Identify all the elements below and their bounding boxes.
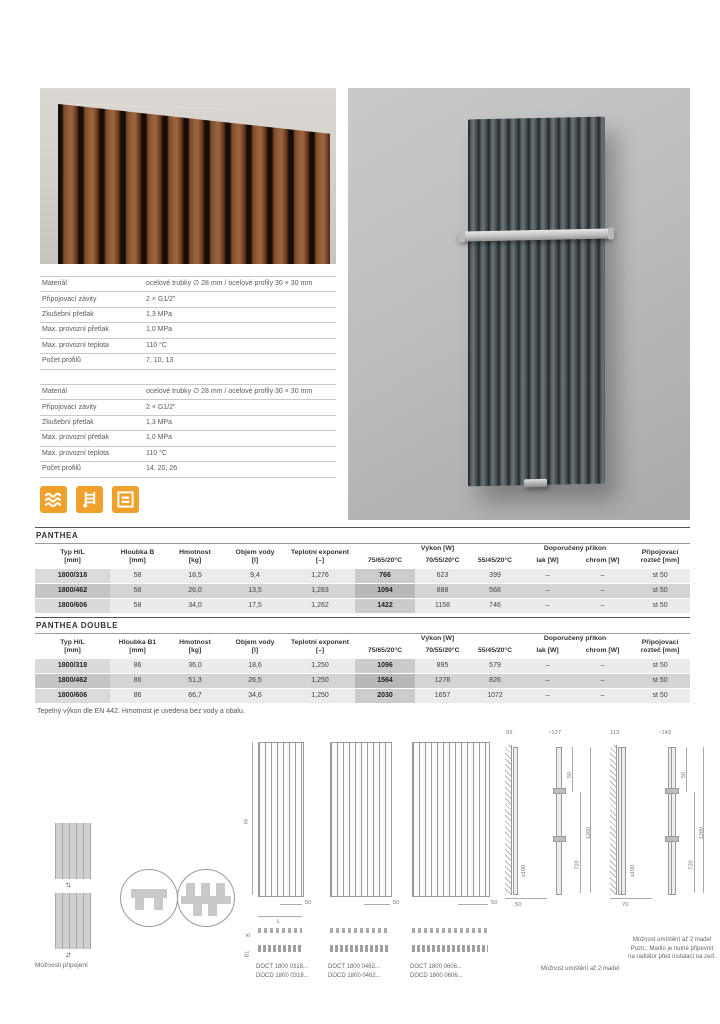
spec-value: 14, 20, 26 bbox=[146, 465, 178, 473]
profile-detail-circle-1 bbox=[120, 869, 178, 927]
depth-label-3: 113 bbox=[610, 730, 620, 736]
hot-water-icon bbox=[40, 486, 67, 513]
rail-bracket bbox=[665, 836, 679, 842]
spec-value: 7, 10, 13 bbox=[146, 357, 174, 365]
table-cell: 888 bbox=[415, 584, 470, 598]
side-profile-1 bbox=[513, 747, 518, 895]
col-volume: Objem vody [l] bbox=[225, 543, 285, 568]
table-cell: – bbox=[520, 584, 575, 598]
table-cell: st 50 bbox=[630, 674, 690, 688]
spec-label: Max. provozní přetlak bbox=[42, 434, 109, 442]
side-profile-4 bbox=[668, 747, 676, 895]
wall-hatch-1 bbox=[505, 745, 512, 895]
col-depth: Hloubka B1 [mm] bbox=[110, 633, 165, 658]
table-row bbox=[35, 569, 690, 583]
table-cell: – bbox=[520, 674, 575, 688]
b-section-10 bbox=[330, 928, 390, 933]
table-cell: 17,5 bbox=[225, 599, 285, 613]
table-cell: – bbox=[575, 599, 630, 613]
b1-section-13 bbox=[412, 945, 488, 952]
col-lak: lak [W] bbox=[520, 646, 575, 657]
table-cell: 34,0 bbox=[165, 599, 225, 613]
spec-row bbox=[40, 338, 336, 353]
spec-value: 110 °C bbox=[146, 449, 167, 457]
depth-label-1: 93 bbox=[506, 730, 513, 736]
dim-line-720b bbox=[694, 792, 695, 893]
table-cell: – bbox=[520, 569, 575, 583]
front-view-13 bbox=[412, 742, 490, 897]
b1-section-7 bbox=[258, 945, 302, 952]
table-cell: 1,250 bbox=[285, 689, 355, 703]
spec-value: ocelové trubky ∅ 28 mm / ocelové profily 30 × 30 mm bbox=[146, 388, 313, 396]
table-cell: 1,250 bbox=[285, 674, 355, 688]
dim-line-720 bbox=[580, 792, 581, 893]
spec-value: 2 × G1/2" bbox=[146, 403, 176, 411]
radiator-detail-photo bbox=[40, 88, 336, 264]
table-cell: st 50 bbox=[630, 689, 690, 703]
spec-label: Max. provozní teplota bbox=[42, 341, 109, 349]
front-view-7 bbox=[258, 742, 304, 897]
table-cell: 26,0 bbox=[165, 584, 225, 598]
col-lak: lak [W] bbox=[520, 556, 575, 567]
table-cell: 66,7 bbox=[165, 689, 225, 703]
floor-dim-1: 50 bbox=[515, 902, 522, 908]
col-t1: 75/65/20°C bbox=[355, 646, 415, 657]
connection-caption: Možnosti připojení bbox=[35, 962, 88, 969]
connection-diagram-2 bbox=[55, 893, 91, 949]
code-doct: DOCT 1800 0462... bbox=[328, 964, 380, 970]
col-t3: 55/45/20°C bbox=[470, 556, 520, 567]
col-group-input: Doporučený příkon bbox=[520, 543, 630, 555]
col-exponent: Teplotní exponent [–] bbox=[285, 543, 355, 568]
spec-label: Zkušební přetlak bbox=[42, 311, 94, 319]
spec-row bbox=[40, 291, 336, 306]
table-cell: 1158 bbox=[415, 599, 470, 613]
spec-row bbox=[40, 276, 336, 291]
code-doct: DOCT 1800 0606... bbox=[410, 964, 462, 970]
table-cell: 1,250 bbox=[285, 659, 355, 673]
table-cell: 58 bbox=[110, 599, 165, 613]
arrow-up-down-icon: ↑↓ bbox=[65, 880, 70, 889]
table-cell: 86 bbox=[110, 689, 165, 703]
b1-section-label: B1 bbox=[244, 950, 251, 958]
table-cell: – bbox=[575, 674, 630, 688]
col-t1: 75/65/20°C bbox=[355, 556, 415, 567]
col-t3: 55/45/20°C bbox=[470, 646, 520, 657]
col-chrom: chrom [W] bbox=[575, 556, 630, 567]
pitch-label-3: 50 bbox=[491, 900, 498, 906]
table-cell: 58 bbox=[110, 569, 165, 583]
table-cell: st 50 bbox=[630, 569, 690, 583]
valve-image bbox=[524, 479, 547, 488]
code-doct: DOCT 1800 0318... bbox=[256, 964, 308, 970]
feature-icons bbox=[40, 486, 139, 513]
dim-line-50 bbox=[572, 747, 573, 792]
table-cell: 1,262 bbox=[285, 599, 355, 613]
table-cell: 18,6 bbox=[225, 659, 285, 673]
spec-row bbox=[40, 446, 336, 461]
col-volume: Objem vody [l] bbox=[225, 633, 285, 658]
table-cell: – bbox=[520, 689, 575, 703]
towel-rail-image bbox=[458, 229, 614, 243]
col-typ: Typ H/L [mm] bbox=[35, 633, 110, 658]
table-cell: 1072 bbox=[470, 689, 520, 703]
table-cell: – bbox=[575, 689, 630, 703]
side-profile-3 bbox=[618, 747, 626, 895]
table-cell: 1800/606 bbox=[35, 599, 110, 613]
table-cell: 51,3 bbox=[165, 674, 225, 688]
table-cell: 1800/606 bbox=[35, 689, 110, 703]
col-t2: 70/55/20°C bbox=[415, 646, 470, 657]
pitch-label-1: 50 bbox=[305, 900, 312, 906]
b1-section-10 bbox=[330, 945, 390, 952]
table-cell: – bbox=[520, 659, 575, 673]
rail-offset-label-1: 50 bbox=[567, 771, 574, 779]
col-depth: Hloubka B [mm] bbox=[110, 543, 165, 568]
code-docd: DOCD 1800 0606... bbox=[410, 973, 463, 979]
rail-bracket bbox=[665, 788, 679, 794]
rail-offset-label-2: 50 bbox=[681, 771, 688, 779]
rail-low-label-1: 720 bbox=[574, 860, 581, 870]
height-total-label-2: 1260 bbox=[699, 826, 706, 840]
spec-label: Max. provozní teplota bbox=[42, 449, 109, 457]
table-cell: 826 bbox=[470, 674, 520, 688]
table-cell: 36,0 bbox=[165, 659, 225, 673]
table-cell: 746 bbox=[470, 599, 520, 613]
spec-value: 1,3 MPa bbox=[146, 419, 173, 427]
col-typ: Typ H/L [mm] bbox=[35, 543, 110, 568]
profile-detail-circle-2 bbox=[177, 869, 235, 927]
spec-row bbox=[40, 353, 336, 369]
handle-note-2: Možnost umístění až 2 madel Pozn.: Madlo je nutné připevnit na radiátor před instalací na zeď. bbox=[628, 937, 716, 961]
depth-label-2: ~127 bbox=[548, 730, 562, 736]
floor-min-label-1: ≥100 bbox=[521, 864, 528, 878]
table-cell: 1096 bbox=[355, 659, 415, 673]
product-codes-606 bbox=[410, 963, 482, 981]
b-section-label: B bbox=[245, 933, 252, 937]
spec-value: 1,0 MPa bbox=[146, 326, 173, 334]
wall-hatch-2 bbox=[610, 745, 617, 895]
section-title-panthea: PANTHEA bbox=[35, 527, 690, 542]
pitch-dim-line-2 bbox=[364, 904, 390, 905]
panthea-section bbox=[35, 527, 690, 614]
pitch-label-2: 50 bbox=[393, 900, 400, 906]
table-row bbox=[35, 659, 690, 673]
table-cell: – bbox=[520, 599, 575, 613]
table-cell: 18,5 bbox=[165, 569, 225, 583]
anthracite-radiator-image bbox=[468, 117, 605, 487]
col-pitch: Připojovací rozteč [mm] bbox=[630, 543, 690, 568]
spec-row bbox=[40, 322, 336, 337]
table-cell: st 50 bbox=[630, 599, 690, 613]
spec-label: Zkušební přetlak bbox=[42, 419, 94, 427]
table-cell: 1094 bbox=[355, 584, 415, 598]
spec-table-panthea-double bbox=[40, 384, 336, 478]
table-row bbox=[35, 689, 690, 703]
spec-value: 2 × G1/2" bbox=[146, 295, 176, 303]
col-group-power: Výkon [W] bbox=[355, 633, 520, 645]
table-cell: 1800/318 bbox=[35, 569, 110, 583]
floor-line-2 bbox=[610, 898, 652, 899]
table-row bbox=[35, 584, 690, 598]
table-cell: 86 bbox=[110, 674, 165, 688]
rail-low-label-2: 720 bbox=[688, 860, 695, 870]
table-cell: 1800/318 bbox=[35, 659, 110, 673]
table-cell: 895 bbox=[415, 659, 470, 673]
table-cell: 1,283 bbox=[285, 584, 355, 598]
spec-value: ocelové trubky ∅ 28 mm / ocelové profily 30 × 30 mm bbox=[146, 280, 313, 288]
spec-value: 110 °C bbox=[146, 341, 167, 349]
wall-mount-icon bbox=[112, 486, 139, 513]
col-group-input: Doporučený příkon bbox=[520, 633, 630, 645]
technical-drawings bbox=[0, 730, 720, 1024]
h-dim-label: H bbox=[242, 819, 250, 824]
table-cell: st 50 bbox=[630, 584, 690, 598]
col-exponent: Teplotní exponent [–] bbox=[285, 633, 355, 658]
panthea-double-section bbox=[35, 617, 690, 704]
height-total-label-1: 1260 bbox=[586, 826, 593, 840]
table-cell: 399 bbox=[470, 569, 520, 583]
col-weight: Hmotnost [kg] bbox=[165, 543, 225, 568]
product-codes-462 bbox=[328, 963, 400, 981]
product-codes-318 bbox=[256, 963, 328, 981]
spec-row bbox=[40, 399, 336, 414]
spec-value: 1,3 MPa bbox=[146, 311, 173, 319]
table-cell: 1564 bbox=[355, 674, 415, 688]
spec-row bbox=[40, 307, 336, 322]
table-cell: 1,276 bbox=[285, 569, 355, 583]
h-dim-line bbox=[252, 742, 253, 895]
side-profile-2 bbox=[556, 747, 562, 895]
table-cell: 623 bbox=[415, 569, 470, 583]
arrow-down-up-icon: ↓↑ bbox=[65, 950, 70, 959]
front-view-10 bbox=[330, 742, 392, 897]
spec-label: Materiál bbox=[42, 280, 67, 288]
depth-label-4: ~143 bbox=[658, 730, 672, 736]
col-chrom: chrom [W] bbox=[575, 646, 630, 657]
spec-row bbox=[40, 461, 336, 477]
spec-table-panthea bbox=[40, 276, 336, 370]
dim-line-1260b bbox=[703, 747, 704, 893]
table-cell: 1800/462 bbox=[35, 674, 110, 688]
dim-line-50b bbox=[686, 747, 687, 792]
table-cell: 9,4 bbox=[225, 569, 285, 583]
table-cell: 1800/462 bbox=[35, 584, 110, 598]
wood-slat-radiator-image bbox=[58, 88, 330, 264]
spec-row bbox=[40, 384, 336, 399]
dim-line-1260 bbox=[590, 747, 591, 893]
table-cell: 58 bbox=[110, 584, 165, 598]
table-cell: 766 bbox=[355, 569, 415, 583]
spec-label: Počet profilů bbox=[42, 357, 81, 365]
section-title-panthea-double: PANTHEA DOUBLE bbox=[35, 617, 690, 632]
spec-value: 1,0 MPa bbox=[146, 434, 173, 442]
col-pitch: Připojovací rozteč [mm] bbox=[630, 633, 690, 658]
col-group-power: Výkon [W] bbox=[355, 543, 520, 555]
panthea-data-table bbox=[35, 542, 690, 614]
table-cell: 1422 bbox=[355, 599, 415, 613]
radiator-wall-photo bbox=[348, 88, 690, 520]
handle-note-1: Možnost umístění až 2 madel bbox=[540, 966, 620, 972]
col-t2: 70/55/20°C bbox=[415, 556, 470, 567]
l-dim-line bbox=[258, 916, 302, 917]
floor-line-1 bbox=[505, 898, 547, 899]
table-cell: 568 bbox=[470, 584, 520, 598]
spec-row bbox=[40, 430, 336, 445]
table-cell: – bbox=[575, 584, 630, 598]
table-cell: 1276 bbox=[415, 674, 470, 688]
floor-dim-2: 70 bbox=[622, 902, 629, 908]
pitch-dim-line bbox=[280, 904, 302, 905]
towel-rail-icon bbox=[76, 486, 103, 513]
rail-bracket bbox=[553, 788, 566, 794]
pitch-dim-line-3 bbox=[458, 904, 488, 905]
table-cell: 579 bbox=[470, 659, 520, 673]
floor-min-label-2: ≥100 bbox=[630, 864, 637, 878]
table-cell: – bbox=[575, 659, 630, 673]
spec-label: Připojovací závity bbox=[42, 295, 97, 303]
l-dim-label: L bbox=[277, 919, 281, 925]
table-cell: 34,6 bbox=[225, 689, 285, 703]
spec-row bbox=[40, 415, 336, 430]
table-cell: 2030 bbox=[355, 689, 415, 703]
table-cell: 26,5 bbox=[225, 674, 285, 688]
panthea-double-data-table bbox=[35, 632, 690, 704]
b-section-7 bbox=[258, 928, 302, 933]
spec-label: Max. provozní přetlak bbox=[42, 326, 109, 334]
table-cell: – bbox=[575, 569, 630, 583]
code-docd: DOCD 1800 0462... bbox=[328, 973, 381, 979]
spec-label: Materiál bbox=[42, 388, 67, 396]
table-cell: st 50 bbox=[630, 659, 690, 673]
b-section-13 bbox=[412, 928, 488, 933]
table-cell: 1657 bbox=[415, 689, 470, 703]
spec-label: Připojovací závity bbox=[42, 403, 97, 411]
table-row bbox=[35, 599, 690, 613]
connection-diagram-1 bbox=[55, 823, 91, 879]
table-row bbox=[35, 674, 690, 688]
rail-bracket bbox=[553, 836, 566, 842]
table-cell: 86 bbox=[110, 659, 165, 673]
footnote: Tepelný výkon dle EN 442. Hmotnost je uvedena bez vody a obalu. bbox=[37, 708, 245, 715]
spec-label: Počet profilů bbox=[42, 465, 81, 473]
table-cell: 13,5 bbox=[225, 584, 285, 598]
col-weight: Hmotnost [kg] bbox=[165, 633, 225, 658]
code-docd: DOCD 1800 0318... bbox=[256, 973, 309, 979]
